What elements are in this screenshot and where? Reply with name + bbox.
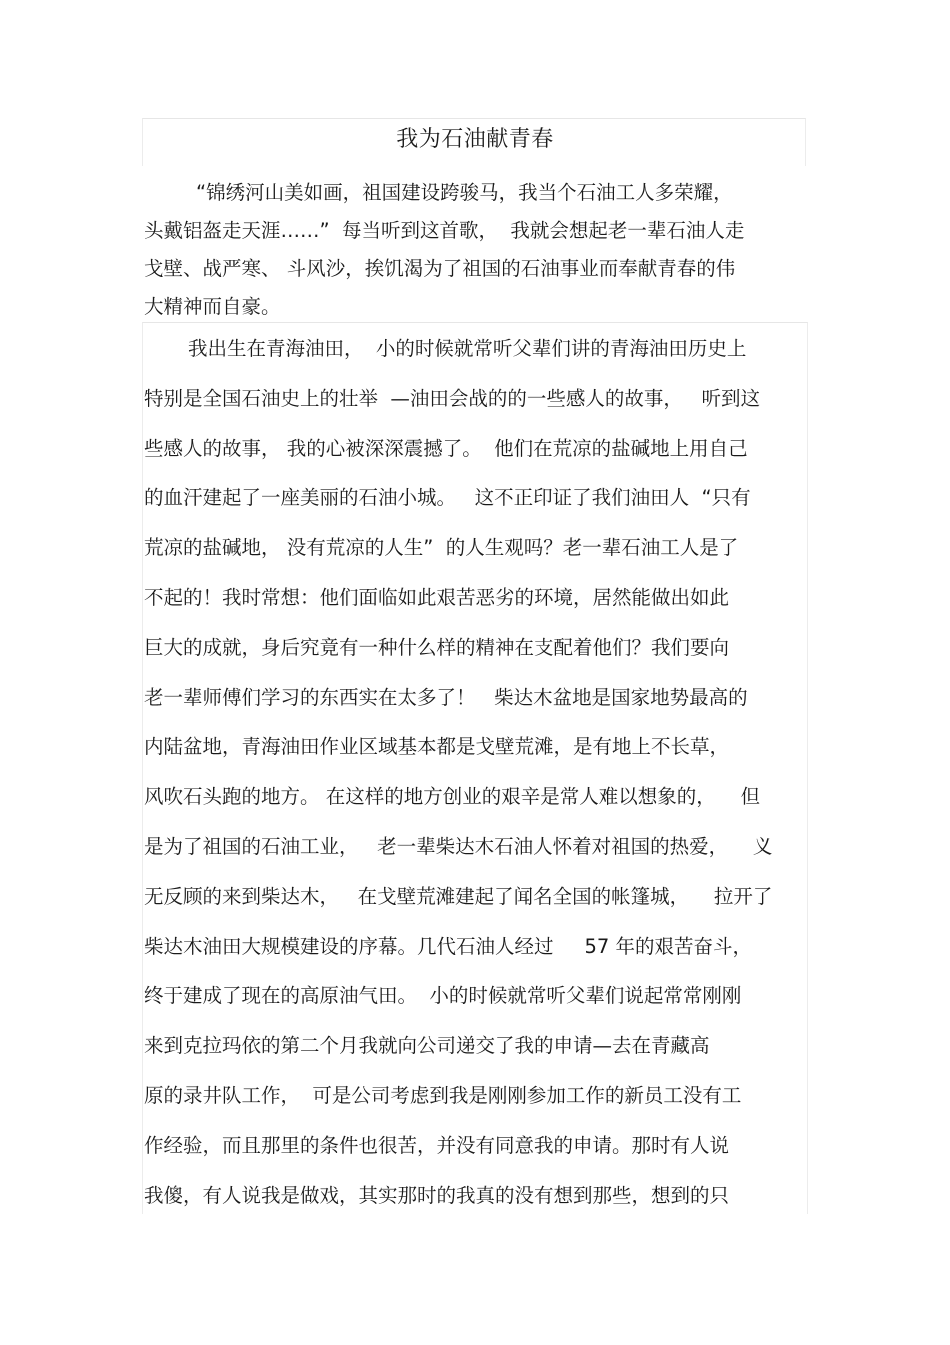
paragraph-line: 头戴铝盔走天涯……” 每当听到这首歌， 我就会想起老一辈石油人走 bbox=[144, 219, 745, 242]
paragraph-line: 是为了祖国的石油工业， 老一辈柴达木石油人怀着对祖国的热爱， 义 bbox=[144, 834, 773, 858]
paragraph-line: 戈壁、战严寒、 斗风沙，挨饥渴为了祖国的石油事业而奉献青春的伟 bbox=[144, 257, 736, 280]
body-paragraph bbox=[144, 324, 808, 1220]
paragraph-line: 柴达木油田大规模建设的序幕。几代石油人经过 57 年的艰苦奋斗， bbox=[144, 934, 753, 958]
paragraph-line: 些感人的故事， 我的心被深深震撼了。 他们在荒凉的盐碱地上用自己 bbox=[144, 436, 748, 460]
paragraph-line: 不起的！我时常想：他们面临如此艰苦恶劣的环境，居然能做出如此 bbox=[144, 585, 730, 609]
paragraph-line: “锦绣河山美如画，祖国建设跨骏马，我当个石油工人多荣耀， bbox=[196, 181, 733, 204]
paragraph-line: 内陆盆地，青海油田作业区域基本都是戈壁荒滩，是有地上不长草， bbox=[144, 735, 730, 759]
paragraph-line: 大精神而自豪。 bbox=[144, 295, 281, 318]
intro-paragraph bbox=[144, 174, 814, 326]
paragraph-line: 来到克拉玛依的第二个月我就向公司递交了我的申请—去在青藏高 bbox=[144, 1034, 710, 1058]
paragraph-line: 我出生在青海油田， 小的时候就常听父辈们讲的青海油田历史上 bbox=[188, 337, 747, 360]
paragraph-line: 原的录井队工作， 可是公司考虑到我是刚刚参加工作的新员工没有工 bbox=[144, 1083, 742, 1107]
paragraph-line: 巨大的成就，身后究竟有一种什么样的精神在支配着他们？我们要向 bbox=[144, 635, 730, 659]
paragraph-line: 我傻，有人说我是做戏，其实那时的我真的没有想到那些，想到的只 bbox=[144, 1183, 730, 1207]
document-title: 我为石油献青春 bbox=[396, 127, 554, 152]
paragraph-line: 风吹石头跑的地方。 在这样的地方创业的艰辛是常人难以想象的， 但 bbox=[144, 785, 760, 809]
paragraph-line: 特别是全国石油史上的壮举 —油田会战的的一些感人的故事， 听到这 bbox=[144, 386, 760, 410]
paragraph-line: 老一辈师傅们学习的东西实在太多了！ 柴达木盆地是国家地势最高的 bbox=[144, 685, 748, 709]
paragraph-line: 荒凉的盐碱地， 没有荒凉的人生” 的人生观吗？老一辈石油工人是了 bbox=[144, 536, 739, 560]
paragraph-line: 终于建成了现在的高原油气田。 小的时候就常听父辈们说起常常刚刚 bbox=[144, 984, 742, 1008]
paragraph-line: 作经验，而且那里的条件也很苦，并没有同意我的申请。那时有人说 bbox=[144, 1133, 730, 1157]
paragraph-line: 的血汗建起了一座美丽的石油小城。 这不正印证了我们油田人 “只有 bbox=[144, 486, 751, 510]
paragraph-line: 无反顾的来到柴达木， 在戈壁荒滩建起了闻名全国的帐篷城， 拉开了 bbox=[144, 884, 773, 908]
